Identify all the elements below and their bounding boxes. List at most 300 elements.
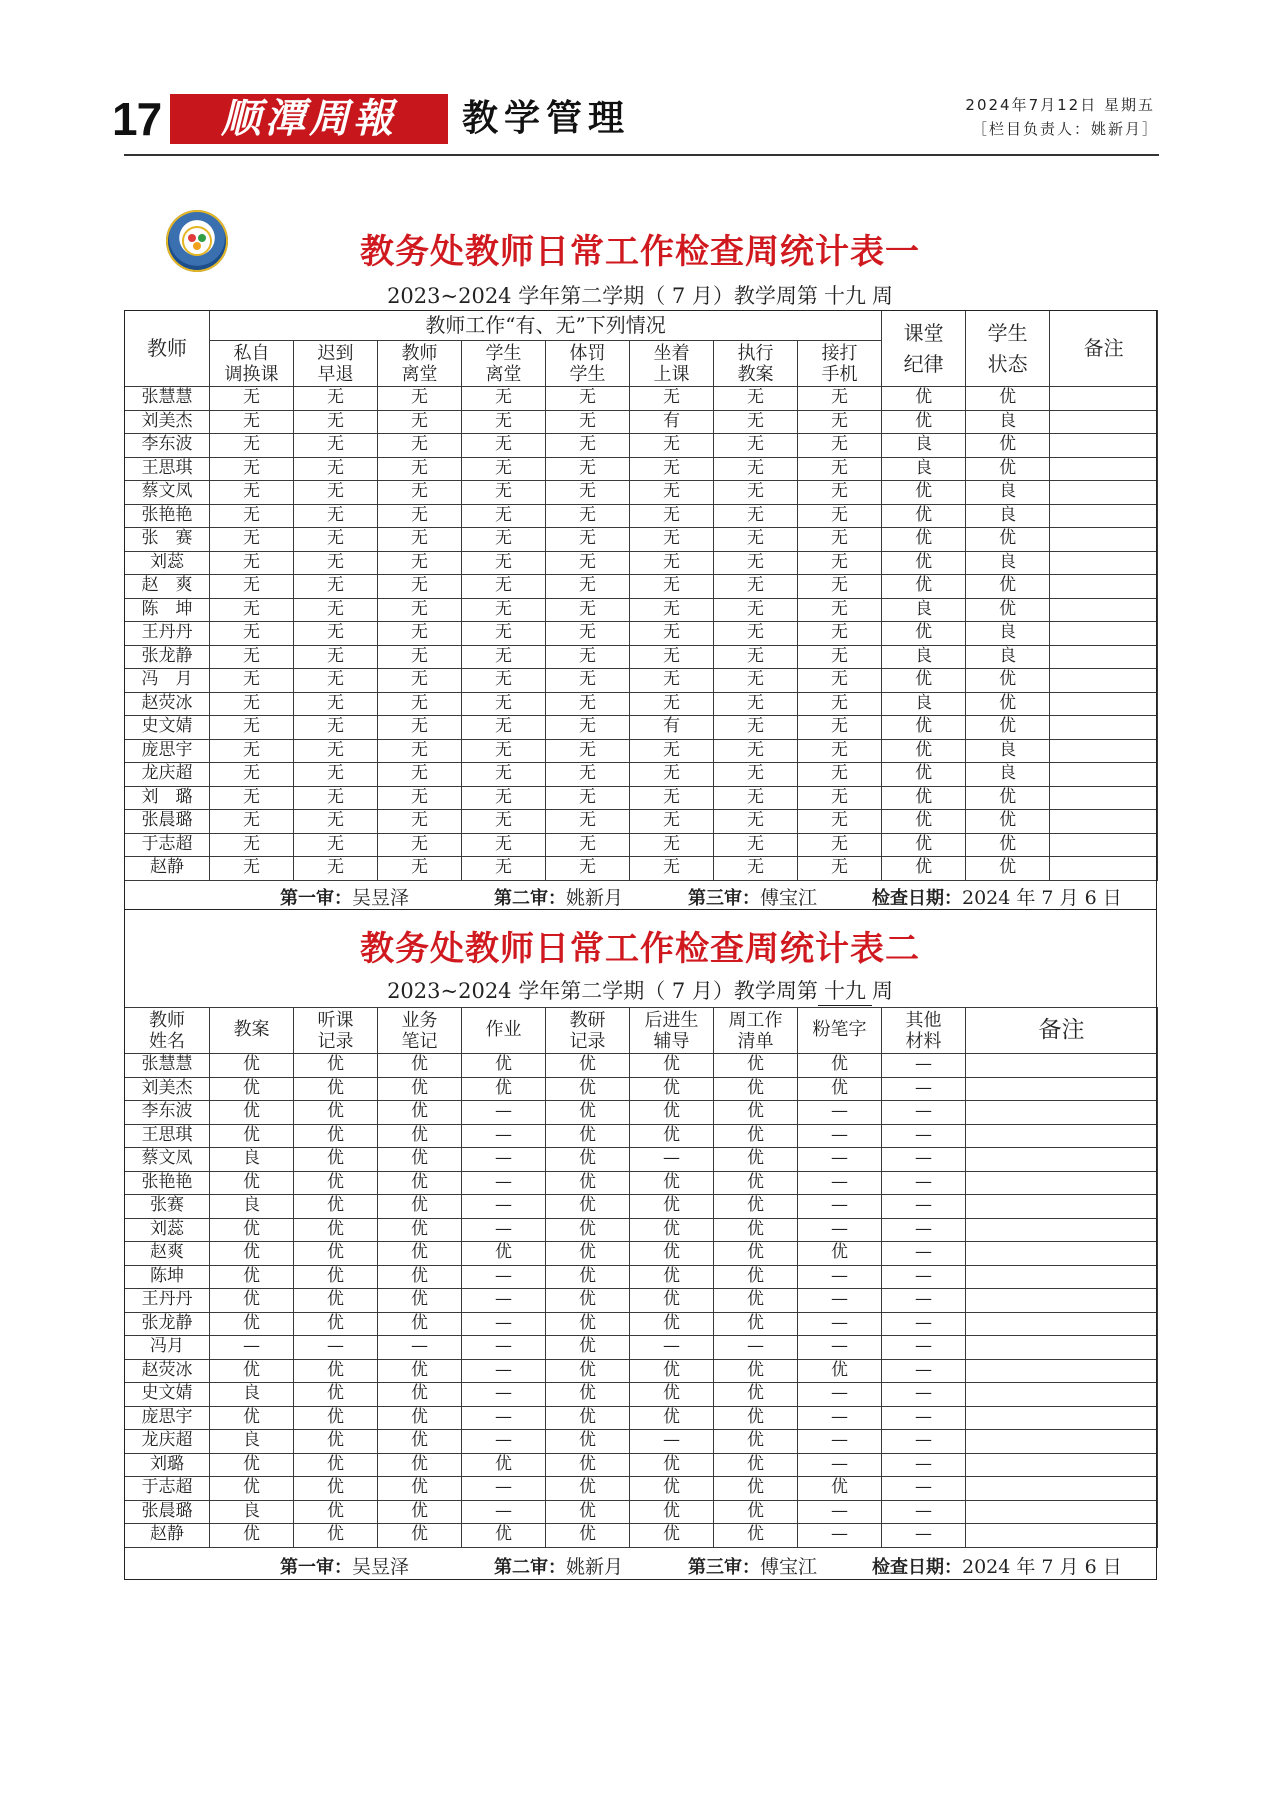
table-cell: 无 — [294, 504, 378, 528]
table-cell: 无 — [462, 739, 546, 763]
table-cell: — — [798, 1406, 882, 1430]
table-cell: 无 — [462, 551, 546, 575]
teacher-name: 赵荧冰 — [125, 692, 210, 716]
table-cell: 无 — [546, 410, 630, 434]
table-cell: — — [462, 1312, 546, 1336]
table-cell: — — [714, 1336, 798, 1360]
table-cell: 良 — [210, 1195, 294, 1219]
table-cell: 优 — [378, 1312, 462, 1336]
table-cell: 无 — [630, 739, 714, 763]
table-cell: 优 — [378, 1218, 462, 1242]
table-cell: 优 — [378, 1265, 462, 1289]
table-cell: 优 — [630, 1383, 714, 1407]
table-cell: 优 — [294, 1289, 378, 1313]
table-cell: 优 — [546, 1195, 630, 1219]
teacher-name: 张 赛 — [125, 528, 210, 552]
table-cell: — — [882, 1218, 966, 1242]
table2-col-header-2: 听课 记录 — [294, 1008, 378, 1054]
table-cell: 优 — [882, 763, 966, 787]
table-cell: 优 — [294, 1477, 378, 1501]
table-cell: 无 — [462, 833, 546, 857]
table-cell: 无 — [630, 692, 714, 716]
table-cell: 良 — [966, 763, 1050, 787]
table-cell: 优 — [546, 1406, 630, 1430]
table-cell: 优 — [966, 857, 1050, 881]
table-cell: 无 — [546, 504, 630, 528]
table-cell: 优 — [546, 1171, 630, 1195]
table-cell: 优 — [462, 1077, 546, 1101]
table-cell: 良 — [882, 598, 966, 622]
table-cell: 无 — [546, 622, 630, 646]
table-cell: 无 — [294, 833, 378, 857]
table-cell: — — [798, 1453, 882, 1477]
table-cell: 无 — [294, 457, 378, 481]
table-cell: 无 — [210, 481, 294, 505]
table-cell: 优 — [462, 1524, 546, 1548]
table-cell: 优 — [966, 387, 1050, 411]
table-cell: 优 — [714, 1054, 798, 1078]
table-cell: 无 — [714, 457, 798, 481]
teacher-name: 赵静 — [125, 1524, 210, 1548]
table-cell: 优 — [294, 1148, 378, 1172]
table2-footer: 第一审：吴昱泽 第二审：姚新月 第三审：傅宝江 检查日期：2024 年 7 月 6 日 — [280, 1556, 1122, 1578]
table-cell: — — [882, 1242, 966, 1266]
issue-number: 17 — [112, 93, 162, 145]
table1-subtitle-prefix: 2023~2024 学年第二学期（ 7 月）教学周第 — [387, 284, 818, 308]
table1-col-header-6: 坐着 上课 — [630, 341, 714, 387]
table2-col-header-9: 其他 材料 — [882, 1008, 966, 1054]
table-cell: 无 — [210, 833, 294, 857]
table1-subtitle-suffix: 周 — [871, 284, 893, 308]
table-cell: 优 — [882, 551, 966, 575]
table-cell: 无 — [378, 622, 462, 646]
table-cell: 优 — [882, 387, 966, 411]
table2-title: 教务处教师日常工作检查周统计表二 — [360, 929, 920, 969]
table-cell: 无 — [210, 739, 294, 763]
table-cell: 无 — [714, 598, 798, 622]
teacher-name: 张慧慧 — [125, 1054, 210, 1078]
teacher-name: 刘美杰 — [125, 410, 210, 434]
table-cell: 优 — [462, 1242, 546, 1266]
table-cell: 优 — [882, 504, 966, 528]
table-cell: 优 — [378, 1124, 462, 1148]
table-cell: 优 — [714, 1359, 798, 1383]
table-cell: 优 — [882, 669, 966, 693]
table-cell: 无 — [378, 669, 462, 693]
table-cell: 无 — [546, 786, 630, 810]
table-cell: 优 — [630, 1218, 714, 1242]
table-cell: 无 — [546, 457, 630, 481]
table1-header-discipline: 课堂 纪律 — [882, 311, 966, 387]
teacher-name: 赵静 — [125, 857, 210, 881]
table-cell: 无 — [210, 810, 294, 834]
table-cell: 优 — [378, 1171, 462, 1195]
table-cell: 无 — [546, 857, 630, 881]
table-cell: 无 — [462, 410, 546, 434]
table-cell: 优 — [714, 1265, 798, 1289]
table-cell: — — [630, 1148, 714, 1172]
table-cell: — — [798, 1265, 882, 1289]
table-cell: 无 — [294, 645, 378, 669]
teacher-name: 刘蕊 — [125, 1218, 210, 1242]
teacher-name: 刘璐 — [125, 1453, 210, 1477]
table-cell: 优 — [546, 1453, 630, 1477]
table-cell: 无 — [210, 692, 294, 716]
table1-frame — [124, 310, 1157, 910]
table-cell: 无 — [714, 833, 798, 857]
table-cell: 优 — [546, 1124, 630, 1148]
table-cell: 良 — [966, 739, 1050, 763]
table-cell: 无 — [462, 645, 546, 669]
table-cell: 无 — [462, 763, 546, 787]
table-cell: 无 — [630, 622, 714, 646]
table-cell: 无 — [798, 434, 882, 458]
table-cell: 优 — [210, 1289, 294, 1313]
table-cell: 无 — [294, 410, 378, 434]
table-cell: 优 — [882, 857, 966, 881]
table-cell: — — [882, 1430, 966, 1454]
table-cell: 无 — [378, 410, 462, 434]
table-cell: — — [462, 1265, 546, 1289]
table-cell: 优 — [966, 457, 1050, 481]
table-cell: — — [462, 1359, 546, 1383]
table-cell: 无 — [294, 434, 378, 458]
table-cell: 优 — [294, 1265, 378, 1289]
table-cell: 无 — [378, 716, 462, 740]
table1-reviewer-3: 傅宝江 — [760, 887, 818, 909]
table-cell: 无 — [294, 786, 378, 810]
table-cell: 无 — [378, 857, 462, 881]
table-cell: 无 — [630, 481, 714, 505]
table-cell: 无 — [378, 833, 462, 857]
teacher-name: 刘美杰 — [125, 1077, 210, 1101]
table-cell: 无 — [462, 669, 546, 693]
table-cell: — — [210, 1336, 294, 1360]
teacher-name: 蔡文凤 — [125, 1148, 210, 1172]
table2-col-header-3: 业务 笔记 — [378, 1008, 462, 1054]
table-cell: 优 — [546, 1101, 630, 1125]
table-cell: 优 — [714, 1524, 798, 1548]
table-cell: — — [798, 1524, 882, 1548]
table-cell: 有 — [630, 716, 714, 740]
table-cell: 无 — [546, 763, 630, 787]
table-cell: 无 — [378, 387, 462, 411]
table-cell: 优 — [378, 1383, 462, 1407]
table-cell: 无 — [378, 810, 462, 834]
table1-subtitle — [0, 280, 1280, 311]
table-cell: 无 — [294, 481, 378, 505]
table-cell: 无 — [630, 575, 714, 599]
table-cell: 优 — [630, 1054, 714, 1078]
table-cell: 无 — [630, 763, 714, 787]
table-cell: 优 — [714, 1171, 798, 1195]
table-cell: 无 — [798, 598, 882, 622]
teacher-name: 史文婧 — [125, 1383, 210, 1407]
table-cell: 优 — [294, 1430, 378, 1454]
teacher-name: 张赛 — [125, 1195, 210, 1219]
table-cell: 无 — [462, 598, 546, 622]
table-cell: 优 — [882, 528, 966, 552]
table-cell: 无 — [294, 669, 378, 693]
table2-col-header-6: 后进生 辅导 — [630, 1008, 714, 1054]
table-cell: 无 — [210, 763, 294, 787]
table-cell: 无 — [378, 645, 462, 669]
table-cell: 无 — [714, 434, 798, 458]
table-cell: 无 — [714, 410, 798, 434]
table-cell: 优 — [798, 1242, 882, 1266]
table-cell: 无 — [546, 598, 630, 622]
table-cell: 优 — [210, 1101, 294, 1125]
table-cell: 优 — [378, 1453, 462, 1477]
table-cell: 无 — [462, 387, 546, 411]
table-cell: 无 — [378, 786, 462, 810]
table-cell: 无 — [546, 551, 630, 575]
table2-reviewer-2: 姚新月 — [566, 1556, 624, 1578]
table-cell: 优 — [630, 1289, 714, 1313]
table-cell: 无 — [546, 645, 630, 669]
teacher-name: 赵 爽 — [125, 575, 210, 599]
table-cell: 无 — [798, 645, 882, 669]
table-cell: 无 — [546, 692, 630, 716]
table1-col-header-4: 学生 离堂 — [462, 341, 546, 387]
table-cell: 优 — [630, 1524, 714, 1548]
table-cell: 无 — [630, 833, 714, 857]
teacher-name: 蔡文凤 — [125, 481, 210, 505]
table-cell: 无 — [798, 786, 882, 810]
table-cell: 无 — [210, 622, 294, 646]
table-cell: 优 — [294, 1124, 378, 1148]
table-cell: 优 — [714, 1430, 798, 1454]
teacher-name: 于志超 — [125, 833, 210, 857]
table-cell: 优 — [294, 1171, 378, 1195]
table-cell: 优 — [294, 1218, 378, 1242]
table-cell: 无 — [546, 669, 630, 693]
table-cell: 优 — [210, 1265, 294, 1289]
table-cell: 优 — [462, 1054, 546, 1078]
table-cell: 良 — [210, 1500, 294, 1524]
table-cell: 无 — [546, 833, 630, 857]
table-cell: 优 — [714, 1124, 798, 1148]
table-cell: 优 — [378, 1101, 462, 1125]
table-cell: 无 — [630, 528, 714, 552]
table-cell: 优 — [294, 1383, 378, 1407]
table-cell: 优 — [546, 1242, 630, 1266]
table-cell: 无 — [714, 716, 798, 740]
table-cell: 优 — [714, 1148, 798, 1172]
teacher-name: 张龙静 — [125, 645, 210, 669]
table-cell: 优 — [546, 1218, 630, 1242]
table-cell: 优 — [546, 1054, 630, 1078]
table-cell: 优 — [966, 810, 1050, 834]
table-cell: 优 — [294, 1101, 378, 1125]
table-cell: 无 — [210, 387, 294, 411]
table-cell: 优 — [882, 833, 966, 857]
table-cell: 优 — [378, 1406, 462, 1430]
table-cell: 优 — [630, 1077, 714, 1101]
table-cell: 无 — [798, 387, 882, 411]
table-cell: 无 — [462, 575, 546, 599]
table-cell: 无 — [210, 786, 294, 810]
table-cell: 无 — [210, 410, 294, 434]
table-cell: 优 — [882, 739, 966, 763]
table-cell: 无 — [714, 763, 798, 787]
table-cell: 无 — [714, 575, 798, 599]
table-cell: — — [462, 1289, 546, 1313]
table-cell: 无 — [630, 598, 714, 622]
table-cell: — — [882, 1500, 966, 1524]
table-cell: 无 — [630, 810, 714, 834]
table-cell: 无 — [546, 810, 630, 834]
table-cell: 无 — [798, 457, 882, 481]
table-cell: 无 — [630, 504, 714, 528]
table-cell: 优 — [210, 1218, 294, 1242]
table-cell: 无 — [210, 598, 294, 622]
table-cell: 无 — [210, 457, 294, 481]
table-cell: 无 — [546, 481, 630, 505]
table-cell: 优 — [798, 1077, 882, 1101]
table-cell: 无 — [546, 739, 630, 763]
table-cell: 优 — [630, 1477, 714, 1501]
teacher-name: 陈坤 — [125, 1265, 210, 1289]
table-cell: 无 — [210, 504, 294, 528]
table-cell: 优 — [714, 1477, 798, 1501]
table-cell: — — [882, 1124, 966, 1148]
table-cell: 无 — [630, 551, 714, 575]
table-cell: 优 — [966, 716, 1050, 740]
table-cell: 良 — [882, 645, 966, 669]
table-cell: — — [882, 1383, 966, 1407]
table-cell: 优 — [546, 1430, 630, 1454]
table-cell: 无 — [462, 786, 546, 810]
table-cell: 优 — [546, 1265, 630, 1289]
table-cell: — — [798, 1195, 882, 1219]
table-cell: 优 — [630, 1406, 714, 1430]
table-cell: 无 — [378, 481, 462, 505]
table1-week: 十九 — [818, 280, 872, 311]
table-cell: 无 — [546, 387, 630, 411]
table-cell: 优 — [294, 1453, 378, 1477]
table-cell: 优 — [546, 1477, 630, 1501]
table-cell: 优 — [882, 481, 966, 505]
table-cell: — — [882, 1359, 966, 1383]
table-cell: 良 — [882, 692, 966, 716]
table2-subtitle-suffix: 周 — [871, 979, 893, 1003]
teacher-name: 张龙静 — [125, 1312, 210, 1336]
table-cell: — — [798, 1430, 882, 1454]
table-cell: 无 — [630, 457, 714, 481]
table-cell: 优 — [546, 1077, 630, 1101]
table-cell: 优 — [882, 622, 966, 646]
table-cell: 无 — [798, 810, 882, 834]
table-cell: 无 — [714, 857, 798, 881]
table1-header-teacher: 教师 — [125, 311, 210, 387]
table-cell: 无 — [630, 857, 714, 881]
table-cell: 无 — [294, 716, 378, 740]
table-cell: — — [882, 1477, 966, 1501]
table-cell: 优 — [714, 1383, 798, 1407]
table-cell: — — [798, 1500, 882, 1524]
table-cell: — — [882, 1524, 966, 1548]
teacher-name: 赵荧冰 — [125, 1359, 210, 1383]
teacher-name: 冯 月 — [125, 669, 210, 693]
table-cell: — — [882, 1406, 966, 1430]
table-cell: 无 — [630, 645, 714, 669]
table-cell: 优 — [966, 833, 1050, 857]
table-cell: 无 — [210, 528, 294, 552]
teacher-name: 龙庆超 — [125, 763, 210, 787]
section-title: 教学管理 — [462, 98, 631, 139]
table-cell: 良 — [210, 1383, 294, 1407]
table-cell: 优 — [714, 1453, 798, 1477]
table-cell: 优 — [210, 1359, 294, 1383]
table-cell: — — [882, 1148, 966, 1172]
table-cell: 无 — [378, 739, 462, 763]
table-cell: 无 — [546, 434, 630, 458]
table-cell: 无 — [798, 857, 882, 881]
table-cell: 无 — [294, 575, 378, 599]
table-cell: 优 — [714, 1195, 798, 1219]
table-cell: 无 — [798, 551, 882, 575]
table-cell: 优 — [630, 1500, 714, 1524]
table-cell: 优 — [714, 1406, 798, 1430]
table-cell: — — [462, 1406, 546, 1430]
table-cell: 优 — [798, 1359, 882, 1383]
table-cell: 优 — [294, 1054, 378, 1078]
table-cell: 优 — [210, 1312, 294, 1336]
table-cell: 无 — [714, 481, 798, 505]
table-cell: 优 — [294, 1195, 378, 1219]
table-cell: 优 — [546, 1359, 630, 1383]
table-cell: 优 — [546, 1312, 630, 1336]
table-cell: 无 — [798, 575, 882, 599]
table1-col-header-2: 迟到 早退 — [294, 341, 378, 387]
table2-reviewer-3: 傅宝江 — [760, 1556, 818, 1578]
table-cell: 优 — [546, 1148, 630, 1172]
table-cell: 良 — [966, 410, 1050, 434]
table-cell: 无 — [714, 622, 798, 646]
table-cell: 无 — [630, 669, 714, 693]
table-cell: 良 — [966, 622, 1050, 646]
table-cell: 无 — [546, 528, 630, 552]
table-cell: 优 — [210, 1242, 294, 1266]
table-cell: 无 — [714, 551, 798, 575]
table-cell: 无 — [798, 622, 882, 646]
table-cell: 良 — [966, 504, 1050, 528]
table-cell: — — [882, 1195, 966, 1219]
table-cell: 无 — [210, 645, 294, 669]
table-cell: — — [462, 1101, 546, 1125]
table-cell: 优 — [294, 1359, 378, 1383]
table-cell: 良 — [210, 1148, 294, 1172]
table-cell: 有 — [630, 410, 714, 434]
teacher-name: 庞思宇 — [125, 1406, 210, 1430]
table-cell: 无 — [378, 692, 462, 716]
teacher-name: 庞思宇 — [125, 739, 210, 763]
table-cell: — — [798, 1171, 882, 1195]
table-cell: — — [798, 1148, 882, 1172]
table-cell: 良 — [966, 481, 1050, 505]
table-cell: — — [798, 1124, 882, 1148]
table-cell: 无 — [714, 669, 798, 693]
table-cell: 优 — [966, 528, 1050, 552]
table-cell: 优 — [378, 1477, 462, 1501]
table-cell: 优 — [294, 1077, 378, 1101]
table-cell: 良 — [882, 457, 966, 481]
table-cell: 优 — [882, 786, 966, 810]
table-cell: 优 — [630, 1101, 714, 1125]
table-cell: 优 — [210, 1171, 294, 1195]
table-cell: 无 — [378, 504, 462, 528]
